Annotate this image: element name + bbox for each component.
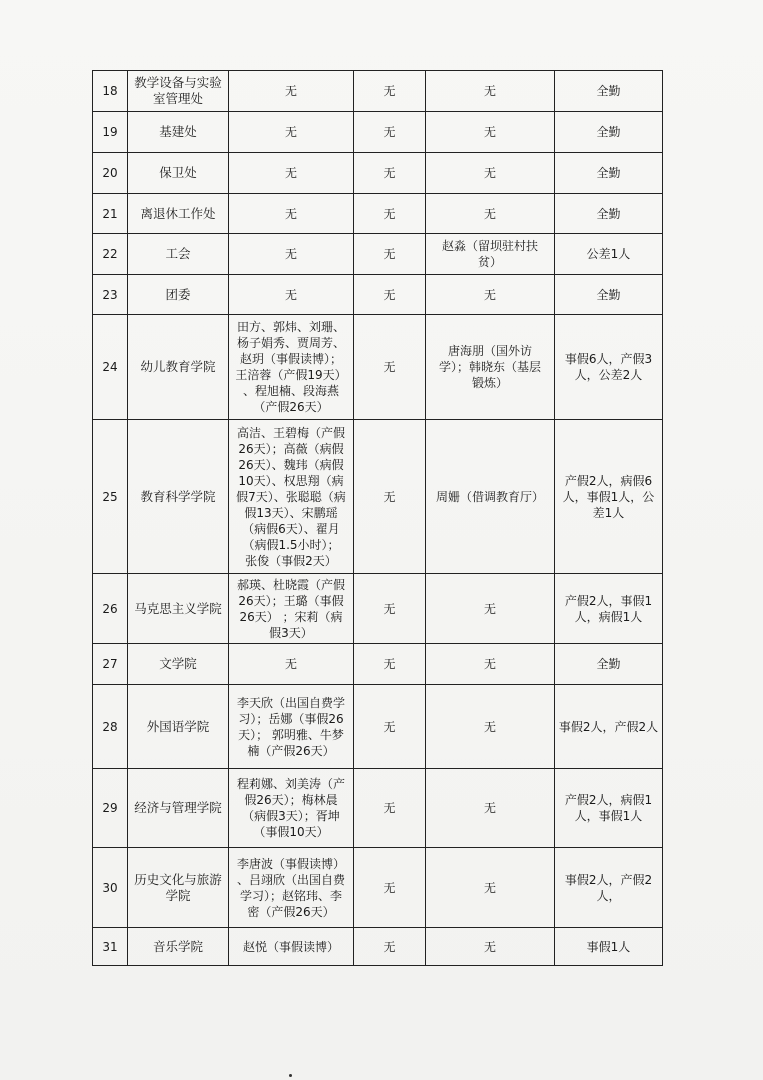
row-number: 30 bbox=[93, 848, 128, 928]
row-number: 21 bbox=[93, 194, 128, 234]
leave-staff-cell: 无 bbox=[229, 194, 354, 234]
department-name: 外国语学院 bbox=[128, 685, 229, 769]
leave-staff-cell: 无 bbox=[229, 153, 354, 194]
leave-staff-cell: 无 bbox=[229, 275, 354, 315]
leave-staff-cell: 田方、郭炜、刘珊、 杨子娟秀、贾周芳、 赵玥（事假读博）； 王涪蓉（产假19天） 、程旭楠、段海燕 （产假26天） bbox=[229, 315, 354, 420]
absence-cell: 无 bbox=[354, 153, 426, 194]
official-leave-cell: 唐海朋（国外访 学）；韩晓东（基层 锻炼） bbox=[426, 315, 555, 420]
table-row bbox=[93, 234, 663, 275]
summary-cell: 事假2人，产假2 人， bbox=[555, 848, 663, 928]
official-leave-cell: 无 bbox=[426, 194, 555, 234]
leave-staff-cell: 无 bbox=[229, 71, 354, 112]
absence-cell: 无 bbox=[354, 315, 426, 420]
summary-cell: 公差1人 bbox=[555, 234, 663, 275]
leave-staff-cell: 程莉娜、刘美涛（产 假26天）；梅林晨 （病假3天）；胥坤 （事假10天） bbox=[229, 769, 354, 848]
department-name: 基建处 bbox=[128, 112, 229, 153]
summary-cell: 产假2人，病假6 人，事假1人，公 差1人 bbox=[555, 420, 663, 574]
department-name: 工会 bbox=[128, 234, 229, 275]
leave-staff-cell: 无 bbox=[229, 112, 354, 153]
row-number: 23 bbox=[93, 275, 128, 315]
absence-cell: 无 bbox=[354, 928, 426, 966]
official-leave-cell: 无 bbox=[426, 928, 555, 966]
table-row bbox=[93, 644, 663, 685]
absence-cell: 无 bbox=[354, 71, 426, 112]
summary-cell: 产假2人，病假1 人，事假1人 bbox=[555, 769, 663, 848]
absence-cell: 无 bbox=[354, 685, 426, 769]
table-row bbox=[93, 315, 663, 420]
summary-cell: 事假2人，产假2人 bbox=[555, 685, 663, 769]
row-number: 26 bbox=[93, 574, 128, 644]
table-row bbox=[93, 928, 663, 966]
summary-cell: 全勤 bbox=[555, 275, 663, 315]
leave-staff-cell: 郝瑛、杜晓霞（产假 26天）；王璐（事假 26天） ；宋莉（病 假3天） bbox=[229, 574, 354, 644]
table-row bbox=[93, 275, 663, 315]
leave-staff-cell: 李天欣（出国自费学 习）；岳娜（事假26 天）； 郭明雅、牛梦 楠（产假26天） bbox=[229, 685, 354, 769]
official-leave-cell: 无 bbox=[426, 153, 555, 194]
table-row bbox=[93, 420, 663, 574]
department-name: 文学院 bbox=[128, 644, 229, 685]
department-name: 幼儿教育学院 bbox=[128, 315, 229, 420]
scan-speck bbox=[289, 1074, 292, 1077]
table-row bbox=[93, 71, 663, 112]
table-row bbox=[93, 153, 663, 194]
table-row bbox=[93, 574, 663, 644]
absence-cell: 无 bbox=[354, 848, 426, 928]
summary-cell: 全勤 bbox=[555, 71, 663, 112]
official-leave-cell: 无 bbox=[426, 71, 555, 112]
row-number: 19 bbox=[93, 112, 128, 153]
table-row bbox=[93, 685, 663, 769]
leave-staff-cell: 无 bbox=[229, 234, 354, 275]
row-number: 22 bbox=[93, 234, 128, 275]
absence-cell: 无 bbox=[354, 420, 426, 574]
leave-staff-cell: 赵悦（事假读博） bbox=[229, 928, 354, 966]
official-leave-cell: 无 bbox=[426, 644, 555, 685]
leave-staff-cell: 高洁、王碧梅（产假 26天）；高薇（病假 26天）、魏玮（病假 10天）、权思翔（病 假7天）、张聪聪（病 假13天）、宋鹏瑶 （病假6天）、翟月 （病假1.5小时）； 张俊（事假2天） bbox=[229, 420, 354, 574]
absence-cell: 无 bbox=[354, 769, 426, 848]
leave-staff-cell: 李唐波（事假读博） 、吕翊欣（出国自费 学习）；赵铭玮、李 密（产假26天） bbox=[229, 848, 354, 928]
official-leave-cell: 无 bbox=[426, 848, 555, 928]
row-number: 29 bbox=[93, 769, 128, 848]
row-number: 27 bbox=[93, 644, 128, 685]
official-leave-cell: 赵淼（留坝驻村扶 贫） bbox=[426, 234, 555, 275]
summary-cell: 全勤 bbox=[555, 153, 663, 194]
department-name: 教育科学学院 bbox=[128, 420, 229, 574]
absence-cell: 无 bbox=[354, 112, 426, 153]
row-number: 25 bbox=[93, 420, 128, 574]
department-name: 历史文化与旅游 学院 bbox=[128, 848, 229, 928]
summary-cell: 全勤 bbox=[555, 644, 663, 685]
department-name: 团委 bbox=[128, 275, 229, 315]
absence-cell: 无 bbox=[354, 574, 426, 644]
summary-cell: 事假1人 bbox=[555, 928, 663, 966]
absence-cell: 无 bbox=[354, 275, 426, 315]
row-number: 20 bbox=[93, 153, 128, 194]
table-row bbox=[93, 112, 663, 153]
leave-staff-cell: 无 bbox=[229, 644, 354, 685]
department-name: 离退休工作处 bbox=[128, 194, 229, 234]
row-number: 31 bbox=[93, 928, 128, 966]
absence-cell: 无 bbox=[354, 234, 426, 275]
official-leave-cell: 周姗（借调教育厅） bbox=[426, 420, 555, 574]
summary-cell: 事假6人，产假3 人，公差2人 bbox=[555, 315, 663, 420]
table-row bbox=[93, 848, 663, 928]
official-leave-cell: 无 bbox=[426, 685, 555, 769]
department-name: 音乐学院 bbox=[128, 928, 229, 966]
absence-cell: 无 bbox=[354, 194, 426, 234]
row-number: 24 bbox=[93, 315, 128, 420]
table-row bbox=[93, 194, 663, 234]
row-number: 28 bbox=[93, 685, 128, 769]
department-name: 保卫处 bbox=[128, 153, 229, 194]
official-leave-cell: 无 bbox=[426, 574, 555, 644]
department-name: 教学设备与实验 室管理处 bbox=[128, 71, 229, 112]
table-row bbox=[93, 769, 663, 848]
absence-cell: 无 bbox=[354, 644, 426, 685]
summary-cell: 全勤 bbox=[555, 112, 663, 153]
official-leave-cell: 无 bbox=[426, 769, 555, 848]
summary-cell: 产假2人，事假1 人，病假1人 bbox=[555, 574, 663, 644]
department-name: 经济与管理学院 bbox=[128, 769, 229, 848]
attendance-table bbox=[92, 70, 663, 966]
department-name: 马克思主义学院 bbox=[128, 574, 229, 644]
official-leave-cell: 无 bbox=[426, 112, 555, 153]
row-number: 18 bbox=[93, 71, 128, 112]
summary-cell: 全勤 bbox=[555, 194, 663, 234]
official-leave-cell: 无 bbox=[426, 275, 555, 315]
